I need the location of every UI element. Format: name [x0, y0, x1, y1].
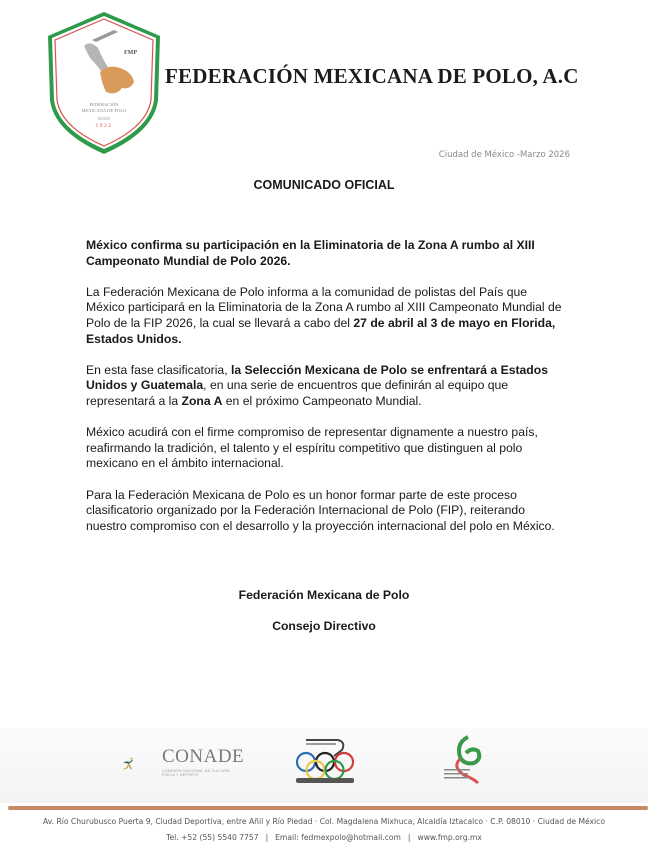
- crest-line1: FEDERACIÓN: [89, 102, 119, 107]
- footer-website[interactable]: www.fmp.org.mx: [417, 833, 482, 842]
- p1-text: La Federación Mexicana de Polo informa a la comunidad de polistas del País que México participará en la Eliminatoria de la Zona A rumbo al XIII Campeonato Mundial de Polo de la FIP 2026, la cual se llevará a cabo del: [86, 284, 562, 330]
- confederacion-deportiva-logo-icon: [442, 735, 494, 785]
- crest-initials: FMP: [124, 50, 137, 56]
- lead-paragraph: [86, 238, 566, 269]
- signature-organization: Federación Mexicana de Polo: [238, 588, 410, 602]
- crest-year: 1922: [95, 123, 113, 129]
- footer-address: Av. Río Churubusco Puerta 9, Ciudad Deportiva, entre Añil y Río Piedad · Col. Magdalena Mixhuca, Alcaldía Iztacalco · C.P. 08010 · Ciudad de México: [43, 817, 605, 826]
- p2-text1: En esta fase clasificatoria,: [86, 362, 231, 377]
- footer-separator: |: [265, 833, 269, 842]
- conade-subtitle: COMISIÓN NACIONAL DE CULTURA FÍSICA Y DEPORTE: [162, 769, 230, 777]
- conade-runner-icon: [122, 742, 162, 786]
- paragraph-3: México acudirá con el firme compromiso de representar dignamente a nuestro país, reafirmando la tradición, el talento y el espíritu competitivo que distinguen al polo mexicano en el ámbito internacional.: [86, 425, 538, 471]
- footer-email[interactable]: Email: fedmexpolo@hotmail.com: [275, 833, 401, 842]
- p2-bold2: Zona A: [181, 393, 223, 408]
- p1-bold: 27 de abril al 3 de mayo en Florida, Estados Unidos.: [86, 315, 556, 346]
- signature-council: Consejo Directivo: [272, 619, 376, 633]
- paragraph-1: [86, 285, 566, 347]
- paragraph-2: [86, 363, 566, 410]
- conade-logo-text: CONADE: [162, 746, 245, 767]
- fmp-crest-logo: [44, 10, 164, 156]
- p2-bold1: la Selección Mexicana de Polo se enfrentará a Estados Unidos y Guatemala: [86, 362, 548, 393]
- crest-line2: MEXICANA DE POLO: [81, 108, 127, 113]
- olympic-committee-logo-icon: [292, 734, 358, 784]
- footer-separator: |: [407, 833, 411, 842]
- footer-divider: [8, 806, 648, 810]
- communique-body: [86, 238, 566, 550]
- crest-since: DESDE: [97, 116, 111, 121]
- footer-contact: [0, 833, 648, 842]
- lead-text: México confirma su participación en la Eliminatoria de la Zona A rumbo al XIII Campeonato Mundial de Polo 2026.: [86, 238, 535, 268]
- organization-title: FEDERACIÓN MEXICANA DE POLO, A.C: [165, 64, 579, 88]
- paragraph-4: Para la Federación Mexicana de Polo es un honor formar parte de este proceso clasificatorio organizado por la Federación Internacional de Polo (FIP), reiterando nuestro compromiso con el desarrollo y la proyección internacional del polo en México.: [86, 487, 555, 533]
- document-heading: COMUNICADO OFICIAL: [253, 178, 395, 192]
- date-location: Ciudad de México -Marzo 2026: [438, 150, 570, 160]
- footer-phone: Tel. +52 (55) 5540 7757: [166, 833, 259, 842]
- p2-text3: en el próximo Campeonato Mundial.: [222, 393, 422, 408]
- p2-text2: , en una serie de encuentros que definirán al equipo que representará a la: [86, 378, 509, 408]
